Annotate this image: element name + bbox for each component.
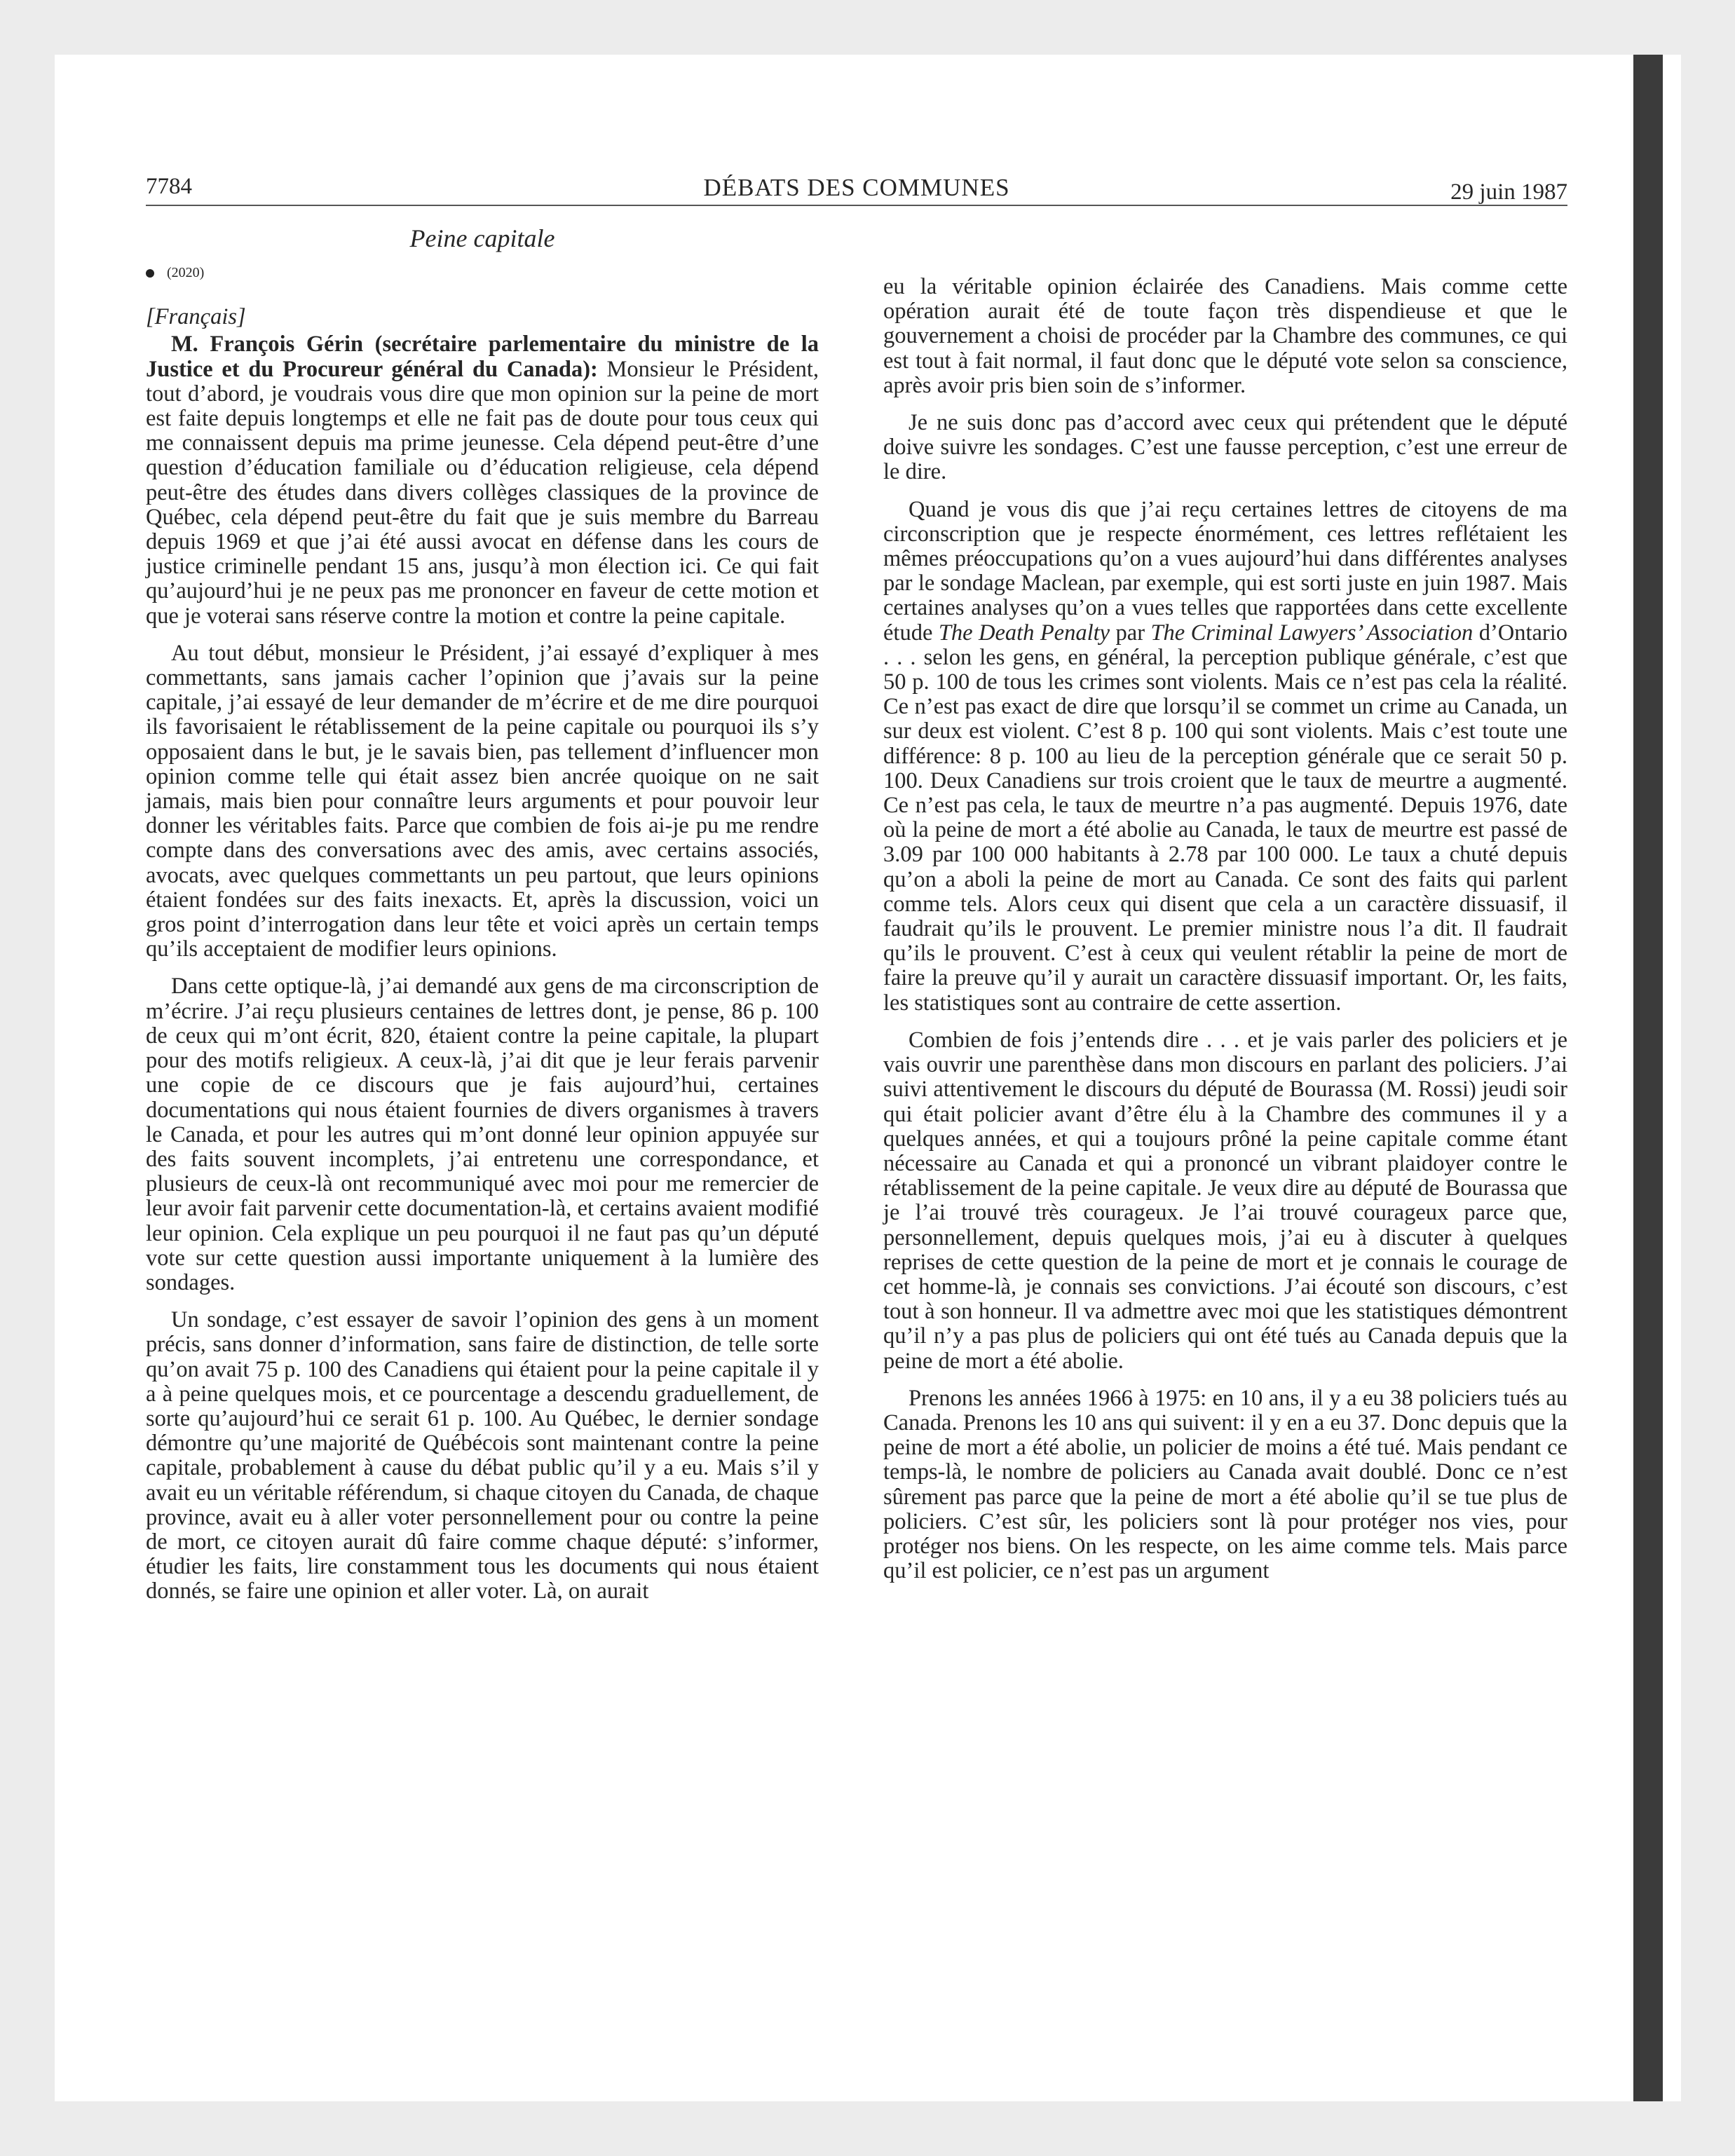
cited-title: The Death Penalty — [938, 620, 1110, 646]
right-column — [883, 275, 1567, 1583]
paragraph: Combien de fois j’entends dire . . . et je vais parler des policiers et je vais ouvrir une parenthèse dans mon discours en parlant des policiers. J’ai suivi attentivement le discours du député de Bourassa (M. Rossi) jeudi soir qui était policier avant d’être élu à la Chambre des communes il y a quelques années, et qui a toujours prôné la peine capitale comme étant nécessaire au Canada et qui a prononcé un vibrant plaidoyer contre le rétablissement de la peine capitale. Je veux dire au député de Bourassa que je l’ai trouvé très courageux. Je l’ai trouvé courageux parce que, personnellement, depuis quelques mois, j’ai eu à discuter à quelques reprises de cette question de la peine de mort et je connais le courage de cet homme-là, je connais ses convictions. J’ai écouté son discours, c’est tout à son honneur. Il va admettre avec moi que les statistiques démontrent qu’il n’y a pas plus de policiers qui ont été tués au Canada depuis que la peine de mort a été abolie. — [883, 1027, 1567, 1374]
paragraph: Dans cette optique-là, j’ai demandé aux gens de ma circonscription de m’écrire. J’ai reçu plusieurs centaines de lettres dont, je pense, 86 p. 100 de ceux qui m’ont écrit, 820, étaient contre la peine capitale, la plupart pour des motifs religieux. A ceux-là, j’ai dit que je leur ferais parvenir une copie de ce discours que je fais aujourd’hui, certaines documentations qui nous étaient fournies de divers organismes à travers le Canada, et pour les autres qui m’ont donné leur opinion appuyée sur des faits souvent incomplets, j’ai entretenu une correspondance, et plusieurs de ceux-là ont recommuniqué avec moi pour me remercier de leur avoir fait parvenir cette documentation-là, et certains avaient modifié leur opinion. Cela explique un peu pourquoi il ne faut pas qu’un député vote sur cette question aussi importante uniquement à la lumière des sondages. — [146, 974, 819, 1295]
publication-date: 29 juin 1987 — [1450, 179, 1567, 205]
paragraph: Prenons les années 1966 à 1975: en 10 ans, il y a eu 38 policiers tués au Canada. Prenons les 10 ans qui suivent: il y en a eu 37. Donc depuis que la peine de mort a été abolie, un policier de moins a été tué. Mais pendant ce temps-là, le nombre de policiers au Canada avait doublé. Donc ce n’est sûrement pas parce que la peine de mort a été abolie qu’il se tue plus de policiers. C’est sûr, les policiers sont là pour protéger nos vies, pour protéger nos biens. On les respecte, on les aime comme tels. Mais parce qu’il est policier, ce n’est pas un argument — [883, 1385, 1567, 1584]
timestamp — [146, 261, 819, 285]
paragraph: Je ne suis donc pas d’accord avec ceux qui prétendent que le député doive suivre les sondages. C’est une fausse perception, c’est une erreur de le dire. — [883, 410, 1567, 485]
cited-organization: The Criminal Lawyers’ Association — [1150, 620, 1474, 646]
timestamp-label: (2020) — [167, 265, 205, 280]
paragraph — [883, 498, 1567, 1016]
speaker-name: M. François Gérin (secrétaire parlementaire du ministre de la Justice et du Procureur général du Canada): — [146, 332, 819, 382]
left-column — [146, 223, 819, 1604]
section-title: Peine capitale — [409, 224, 555, 252]
paragraph-text: Quand je vous dis que j’ai reçu certaines lettres de citoyens de ma circonscription que je respecte énormément, ces lettres reflétaient les mêmes préoccupations qu’on a vues aujourd’hui dans différentes analyses par le sondage Maclean, par exemple, qui est sorti juste en juin 1987. Mais certaines analyses qu’on a vues telles que rapportées dans cette excellente étude — [883, 496, 1567, 646]
page-number: 7784 — [146, 174, 192, 199]
paragraph: Un sondage, c’est essayer de savoir l’opinion des gens à un moment précis, sans donner d’information, sans faire de distinction, de telle sorte qu’on avait 75 p. 100 des Canadiens qui étaient pour la peine capitale il y a à peine quelques mois, et ce pourcentage a descendu graduellement, de sorte qu’aujourd’hui ce serait 61 p. 100. Au Québec, le dernier sondage démontre qu’une majorité de Québécois sont maintenant contre la peine capitale, probablement à cause du débat public qu’il y a eu. Mais s’il y avait eu un véritable référendum, si chaque citoyen du Canada, de chaque province, avait eu à aller voter personnellement pour ou contre la peine de mort, ce citoyen aurait dû faire comme chaque député: s’informer, étudier les faits, lire constamment tous les documents qui nous étaient donnés, se faire une opinion et aller voter. Là, on aurait — [146, 1307, 819, 1604]
publication-title: DÉBATS DES COMMUNES — [703, 174, 1010, 201]
paragraph-text: d’Ontario . . . selon les gens, en général, la perception publique générale, c’est que 50 p. 100 de tous les crimes sont violents. Mais ce n’est pas cela la réalité. Ce n’est pas exact de dire que lorsqu’il se commet un crime au Canada, un sur deux est violent. C’est 8 p. 100 qui sont violents. Mais c’est toute une différence: 8 p. 100 au lieu de la perception générale que ce serait 50 p. 100. Deux Canadiens sur trois croient que le taux de meurtre a augmenté. Ce n’est pas cela, le taux de meurtre n’a pas augmenté. Depuis 1976, date où la peine de mort a été abolie au Canada, le taux de meurtre est passé de 3.09 par 100 000 habitants à 2.78 par 100 000. Le taux a chuté depuis qu’on a aboli la peine de mort au Canada. Ce sont des faits qui parlent comme tels. Alors ceux qui disent que cela a un caractère dissuasif, il faudrait qu’ils le prouvent. Le premier ministre nous l’a dit. Il faudrait qu’ils le prouvent. C’est à ceux qui veulent rétablir la peine de mort de faire la preuve qu’il y aurait un caractère dissuasif important. Or, les faits, les statistiques sont au contraire de cette assertion. — [883, 620, 1568, 1016]
scan-edge — [1633, 55, 1663, 2101]
paragraph — [146, 332, 819, 628]
paragraph: Au tout début, monsieur le Président, j’ai essayé d’expliquer à mes commettants, sans jamais cacher l’opinion que j’avais sur la peine capitale, j’ai essayé de leur demander de m’écrire et de me dire pourquoi ils favorisaient le rétablissement de la peine capitale ou pourquoi ils s’y opposaient dans le but, je le savais bien, pas tellement d’influencer mon opinion comme telle qui était assez bien ancrée quoique on ne sait jamais, mais bien pour connaître leurs arguments et pour pouvoir leur donner les véritables faits. Parce que combien de fois ai-je pu me rendre compte dans des conversations avec des amis, avec certains associés, avocats, avec quelques commettants un peu partout, que leurs opinions étaient fondées sur des faits inexacts. Et, après la discussion, voici un gros point d’interrogation dans leur tête et voici après un certain temps qu’ils acceptaient de modifier leurs opinions. — [146, 640, 819, 962]
header-rule — [146, 205, 1567, 206]
language-marker: [Français] — [146, 304, 246, 330]
paragraph: eu la véritable opinion éclairée des Canadiens. Mais comme cette opération aurait été de toute façon très dispendieuse et que le gouvernement a choisi de procéder par la Chambre des communes, ce qui est tout à fait normal, il faut donc que le député vote selon sa conscience, après avoir pris bien soin de s’informer. — [883, 274, 1567, 398]
paragraph-text: par — [1115, 620, 1145, 646]
page-header — [146, 174, 1567, 206]
bullet-icon — [146, 269, 154, 278]
paragraph-text: Monsieur le Président, tout d’abord, je voudrais vous dire que mon opinion sur la peine de mort est faite depuis longtemps et elle ne fait pas de doute pour tous ceux qui me connaissent depuis ma prime jeunesse. Cela dépend peut-être d’une question d’éducation familiale ou d’éducation religieuse, cela dépend peut-être des études dans divers collèges classiques de la province de Québec, cela dépend peut-être du fait que je suis membre du Barreau depuis 1969 et que j’ai été aussi avocat en défense dans les cours de justice criminelle pendant 15 ans, jusqu’à mon élection ici. Ce qui fait qu’aujourd’hui je ne peux pas me prononcer en faveur de cette motion et que je voterai sans réserve contre la motion et contre la peine capitale. — [146, 356, 819, 629]
